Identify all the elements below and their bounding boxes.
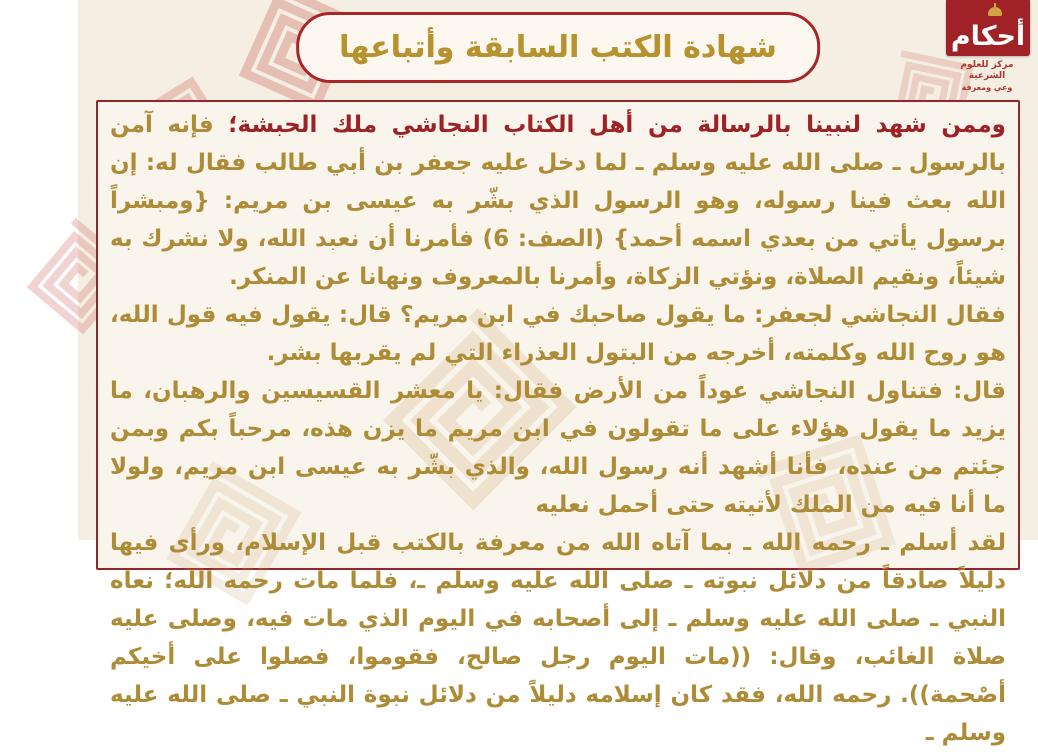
logo [944,0,1030,93]
mosque-dome-icon [986,3,1004,15]
paragraph: قال: فتناول النجاشي عوداً من الأرض فقال: يا معشر القسيسين والرهبان، ما يزيد ما يقول هؤلاء على ما تقولون في ابن مريم ما يزن هذه، مرحباً بكم وبمن جئتم من عنده، فأنا أشهد أنه رسول الله، والذي بشّر به عيسى ابن مريم، ولولا ما أنا فيه من الملك لأتيته حتى أحمل نعليه [110,378,1006,518]
logo-tagline: وعي ومعرفة [961,82,1013,92]
content-box [96,100,1020,746]
body-text [110,106,1006,752]
paragraph [110,106,1006,296]
logo-subtitle: مركز للعلوم الشرعية [960,60,1014,82]
logo-badge [946,0,1030,56]
logo-wordmark: أحكام [950,21,1026,52]
paragraph: لقد أسلم ـ رحمه الله ـ بما آتاه الله من معرفة بالكتب قبل الإسلام، ورأى فيها دليلاً صادقاً من دلائل نبوته ـ صلى الله عليه وسلم ـ، فلما مات رحمه الله؛ نعاه النبي ـ صلى الله عليه وسلم ـ إلى أصحابه في اليوم الذي مات فيه، وصلى عليه صلاة الغائب، وقال: ((مات اليوم رجل صالح، فقوموا، فصلوا على أخيكم أصْحمة)). رحمه الله، فقد كان إسلامه دليلاً من دلائل نبوة النبي ـ صلى الله عليه وسلم ـ [110,530,1006,746]
paragraph-text: فإنه آمن بالرسول ـ صلى الله عليه وسلم ـ لما دخل عليه جعفر بن أبي طالب فقال له: إن الله بعث فينا رسوله، وهو الرسول الذي بشّر به عيسى بن مريم: {ومبشراً برسول يأتي من بعدي اسمه أحمد} (الصف: 6) فأمرنا أن نعبد الله، ولا نشرك به شيئاً، ونقيم الصلاة، ونؤتي الزكاة، وأمرنا بالمعروف ونهانا عن المنكر. [110,112,1006,290]
page-title: شهادة الكتب السابقة وأتباعها [339,30,777,65]
paragraph: فقال النجاشي لجعفر: ما يقول صاحبك في ابن مريم؟ قال: يقول فيه قول الله، هو روح الله وكلمته، أخرجه من البتول العذراء التي لم يقربها بشر. [110,302,1006,366]
highlighted-lead-text: وممن شهد لنبينا بالرسالة من أهل الكتاب النجاشي ملك الحبشة؛ [228,112,1006,138]
slide-page [78,0,1038,746]
title-badge [296,12,820,83]
